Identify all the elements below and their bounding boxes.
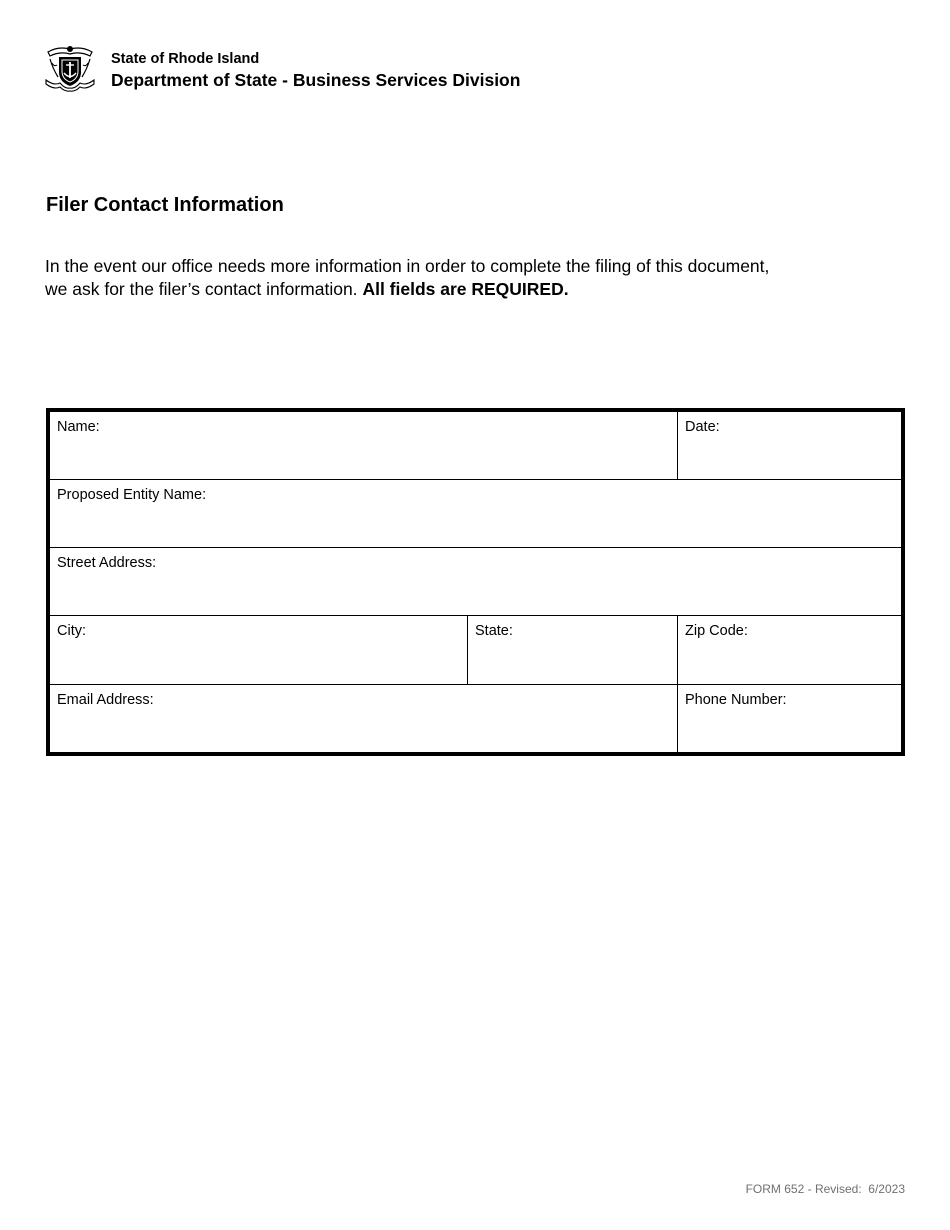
zip-code-cell xyxy=(678,616,901,684)
street-address-input[interactable] xyxy=(56,581,895,609)
state-seal-icon xyxy=(44,43,96,93)
date-label: Date: xyxy=(685,419,720,435)
header-department: Department of State - Business Services Division xyxy=(111,70,521,90)
contact-form-table xyxy=(46,408,905,756)
intro-line-1: In the event our office needs more information in order to complete the filing of this document, xyxy=(45,256,770,276)
email-address-cell xyxy=(50,685,677,752)
required-note: All fields are REQUIRED. xyxy=(362,279,569,299)
street-address-cell xyxy=(50,548,901,615)
email-address-input[interactable] xyxy=(56,718,671,746)
name-cell xyxy=(50,412,677,479)
entity-name-input[interactable] xyxy=(56,513,895,541)
street-address-label: Street Address: xyxy=(57,555,157,571)
date-input[interactable] xyxy=(684,445,895,473)
phone-number-label: Phone Number: xyxy=(685,692,787,708)
city-input[interactable] xyxy=(56,650,461,678)
state-seal-graphic xyxy=(44,43,96,93)
city-cell xyxy=(50,616,467,684)
state-cell xyxy=(468,616,677,684)
state-label: State: xyxy=(475,623,513,639)
header-state: State of Rhode Island xyxy=(111,51,260,67)
intro-line-2: we ask for the filer’s contact information. xyxy=(45,279,358,299)
email-address-label: Email Address: xyxy=(57,692,154,708)
name-label: Name: xyxy=(57,419,100,435)
city-label: City: xyxy=(57,623,86,639)
phone-number-input[interactable] xyxy=(684,718,895,746)
page-title: Filer Contact Information xyxy=(46,194,284,216)
entity-name-cell xyxy=(50,480,901,547)
state-input[interactable] xyxy=(474,650,671,678)
zip-code-label: Zip Code: xyxy=(685,623,748,639)
form-revision-footer: FORM 652 - Revised: 6/2023 xyxy=(745,1182,905,1196)
name-input[interactable] xyxy=(56,445,671,473)
phone-number-cell xyxy=(678,685,901,752)
entity-name-label: Proposed Entity Name: xyxy=(57,487,207,503)
zip-code-input[interactable] xyxy=(684,650,895,678)
date-cell xyxy=(678,412,901,479)
intro-paragraph xyxy=(45,255,865,301)
